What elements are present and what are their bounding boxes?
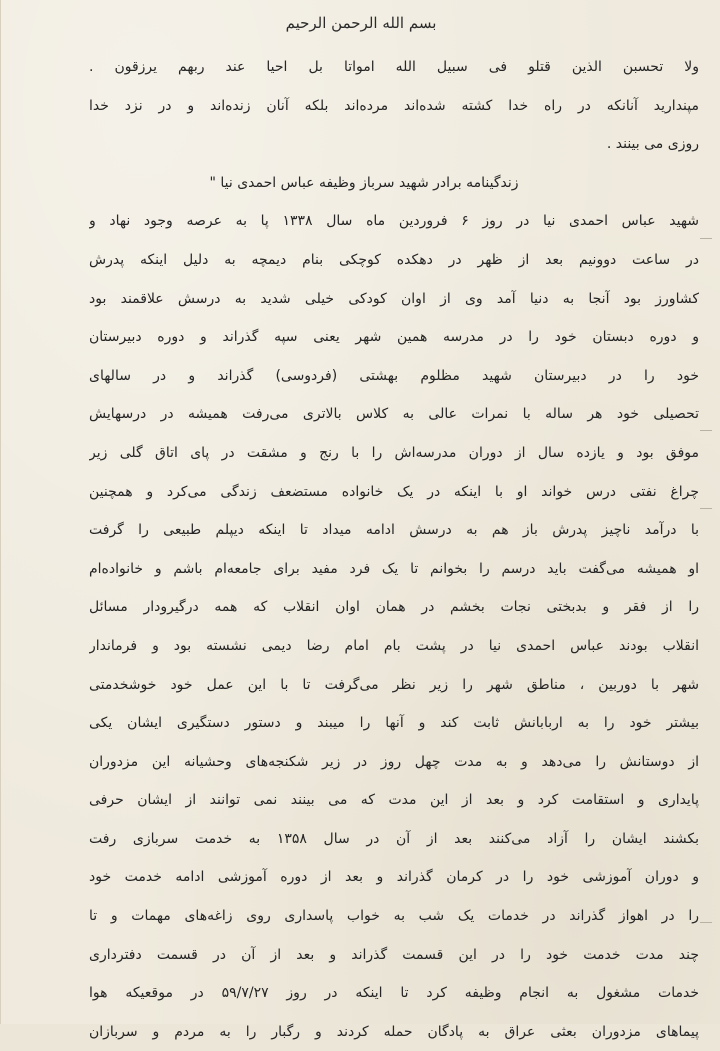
text-line: خدمات مشغول به انجام وظیفه کرد تا اینکه در روز ۵۹/۷/۲۷ در موقعیکه هوا bbox=[89, 985, 699, 1002]
text-line: پیماهای مزدوران بعثی عراق به پادگان حمله کردند و رگبار را به مردم و سربازان bbox=[89, 1023, 699, 1040]
margin-tick bbox=[700, 508, 712, 509]
text-line: شهید عباس احمدی نیا در روز ۶ فروردین ماه سال ۱۳۳۸ پا به عرصه وجود نهاد و bbox=[89, 213, 699, 230]
margin-tick bbox=[700, 430, 712, 431]
margin-tick bbox=[700, 238, 712, 239]
text-line: در ساعت دوونیم بعد از ظهر در دهکده کوچکی بنام دیمچه به دلیل اینکه پدرش bbox=[89, 251, 699, 268]
text-line: چراغ نفتی درس خواند او با اینکه در یک خانواده مستضعف زندگی می‌کرد و همچنین bbox=[89, 483, 699, 500]
text-line: او همیشه می‌گفت باید درسم را بخوانم تا یک فرد مفید برای جامعه‌ام باشم و خانواده‌ام bbox=[89, 560, 699, 577]
text-line: و دوران آموزشی خود را در کرمان گذراند و بعد از دوره آموزشی ادامه خدمت خود bbox=[89, 869, 699, 886]
text-line: انقلاب بودند عباس احمدی نیا در پشت بام امام رضا دیمی نشسته بود و فرماندار bbox=[89, 637, 699, 654]
text-line: تحصیلی خود هر ساله با نمرات عالی به کلاس بالاتری می‌رفت همیشه در درسهایش bbox=[89, 406, 699, 423]
text-line: شهر با دوربین ، مناطق شهر را زیر نظر می‌گرفت تا با این عمل خود خوشخدمتی bbox=[89, 676, 699, 693]
text-line: را از فقر و بدبختی نجات بخشم در همان اوان انقلاب که همه درگیرودار مسائل bbox=[89, 599, 699, 616]
text-line: بیشتر خود را به اربابانش ثابت کند و آنها را میبند و دستور دستگیری ایشان یکی bbox=[89, 715, 699, 732]
text-line: و دوره دبستان خود را در مدرسه همین شهر یعنی سپه گذراند و دوره دبیرستان bbox=[89, 329, 699, 346]
text-line: پایداری و استقامت کرد و بعد از این مدت که می بینند نمی توانند از ایشان حرفی bbox=[89, 792, 699, 809]
text-line: با درآمد ناچیز پدرش باز هم به درسش ادامه میداد تا اینکه دیپلم طبیعی را گرفت bbox=[89, 522, 699, 539]
text-line: بکشند ایشان را آزاد می‌کنند بعد از آن در سال ۱۳۵۸ به خدمت سربازی رفت bbox=[89, 830, 699, 847]
text-line: روزی می بینند . bbox=[606, 136, 699, 153]
text-line: از دوستانش را می‌دهد و به مدت چهل روز در زیر شکنجه‌های وحشیانه این مزدوران bbox=[89, 753, 699, 770]
text-line: مپندارید آنانکه در راه خدا کشته شده‌اند مرده‌اند بلکه آنان زنده‌اند و در نزد خدا bbox=[89, 97, 699, 114]
margin-ticks bbox=[696, 0, 712, 1024]
text-line: کشاورز بود آنجا به دنیا آمد وی از اوان کودکی خیلی شدید به درسش علاقمند بود bbox=[89, 290, 699, 307]
basmala-header: بسم الله الرحمن الرحیم bbox=[285, 14, 437, 32]
text-line: ولا تحسبن الذین قتلو فی سبیل الله امواتا بل احیا عند ربهم یرزقون . bbox=[89, 59, 699, 75]
text-line: خود را در دبیرستان شهید مظلوم بهشتی (فردوسی) گذراند و در سالهای bbox=[89, 367, 699, 384]
text-line: را در اهواز گذراند در خدمات یک شب به خواب پاسداری روی زاغه‌های مهمات و تا bbox=[89, 908, 699, 925]
biography-title: زندگینامه برادر شهید سرباز وظیفه عباس احمدی نیا " bbox=[209, 174, 519, 191]
document-body bbox=[89, 48, 699, 1051]
text-line: چند مدت خدمت خود را در این قسمت گذراند و بعد از آن در قسمت دفترداری bbox=[89, 946, 699, 963]
margin-tick bbox=[700, 922, 712, 923]
text-line: موفق بود و یازده سال از دوران مدرسه‌اش را با رنج و مشقت در پای اتاق گلی زیر bbox=[89, 444, 699, 461]
